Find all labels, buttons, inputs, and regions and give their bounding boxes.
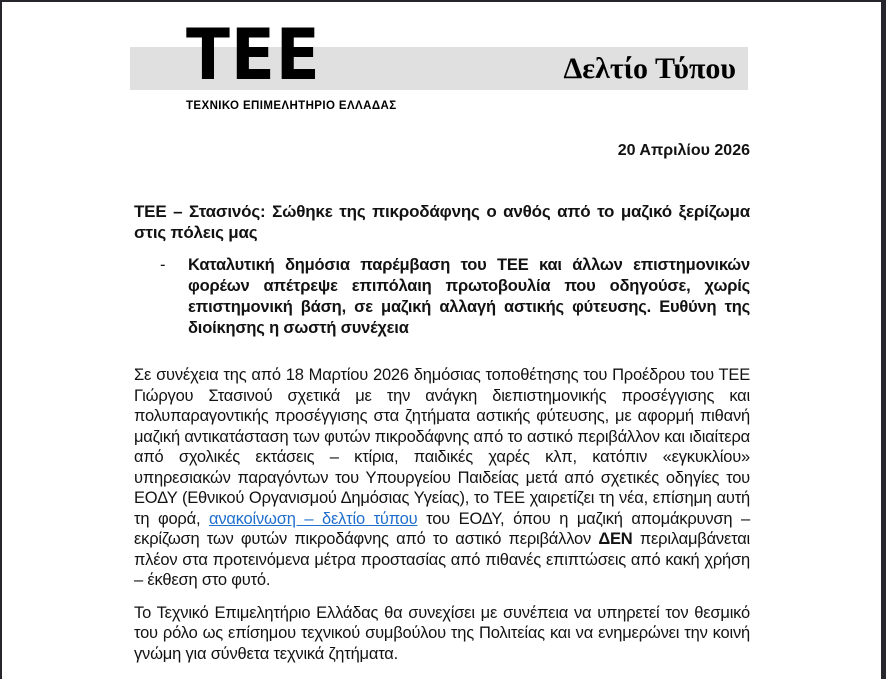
article-body [134, 201, 750, 664]
page-border-top [0, 0, 886, 2]
eody-announcement-link[interactable]: ανακοίνωση – δελτίο τύπου [208, 509, 418, 528]
tee-logo: TEE [186, 14, 321, 96]
paragraph-1 [134, 365, 750, 591]
bullet-text: Καταλυτική δημόσια παρέμβαση του ΤΕΕ και άλλων επιστημονικών φορέων απέτρεψε επιπόλαιη πρωτοβουλία που οδηγούσε, χωρίς επιστημονική βάση, σε μαζική αλλαγή αστικής φύτευσης. Ευθύνη της διοίκησης η σωστή συνέχεια [188, 256, 750, 337]
bullet-marker: - [160, 256, 166, 274]
organization-name: ΤΕΧΝΙΚΟ ΕΠΙΜΕΛΗΤΗΡΙΟ ΕΛΛΑΔΑΣ [186, 100, 397, 112]
bullet-item [134, 255, 750, 339]
page-border-left [0, 0, 2, 679]
paragraph-1-after-link: του ΕΟΔΥ, όπου η μαζική απομάκρυνση – εκρίζωση των φυτών πικροδάφνης από το αστικό περιβάλλον [134, 509, 751, 548]
date-line: 20 Απριλίου 2026 [617, 142, 750, 159]
banner-title: Δελτίο Τύπου [563, 51, 736, 85]
page-border-right [881, 0, 886, 679]
paragraph-2: Το Τεχνικό Επιμελητήριο Ελλάδας θα συνεχίσει με συνέπεια να υπηρετεί τον θεσμικό του ρόλο ως επίσημου τεχνικού συμβούλου της Πολιτείας και να ενημερώνει την κοινή γνώμη για σύνθετα τεχνικά ζητήματα. [134, 603, 750, 663]
paragraph-1-bold-word: ΔΕΝ [598, 530, 633, 548]
paragraph-1-tail: περιλαμβάνεται πλέον στα προτεινόμενα μέτρα προστασίας από πιθανές επιπτώσεις από κακή χρήση – έκθεση στο φυτό. [134, 530, 750, 589]
article-title: ΤΕΕ – Στασινός: Σώθηκε της πικροδάφνης ο ανθός από το μαζικό ξερίζωμα στις πόλεις μας [134, 202, 750, 242]
paragraph-1-before-link: Σε συνέχεια της από 18 Μαρτίου 2026 δημόσιας τοποθέτησης του Προέδρου του ΤΕΕ Γιώργου Στασινού σχετικά με την ανάγκη διεπιστημονικής προσέγγισης και πολυπαραγοντικής προσέγγισης στα ζητήματα αστικής φύτευσης, με αφορμή πιθανή μαζική αντικατάσταση των φυτών πικροδάφνης από το αστικό περιβάλλον και ιδιαίτερα από σχολικές εκτάσεις – κτίρια, παιδικές χαρές κλπ, κατόπιν «εγκυκλίου» υπηρεσιακών παραγόντων του Υπουργείου Παιδείας μετά από σχετικές οδηγίες του ΕΟΔΥ (Εθνικού Οργανισμού Δημόσιας Υγείας), το ΤΕΕ χαιρετίζει τη νέα, επίσημη αυτή τη φορά, [134, 366, 750, 528]
